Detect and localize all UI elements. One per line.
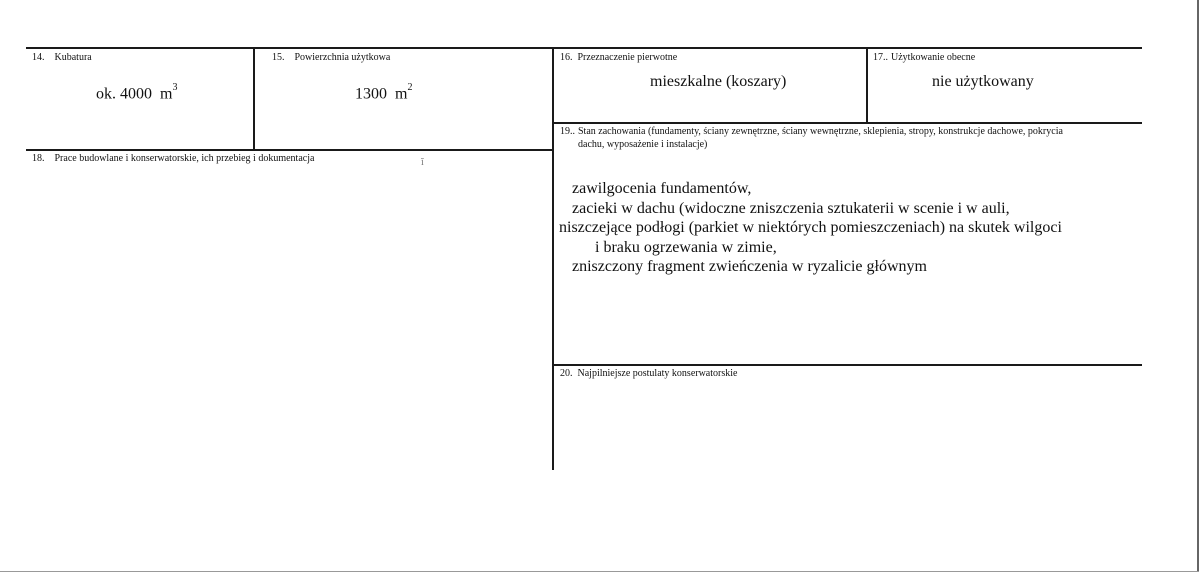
- divider-16-17: [866, 47, 868, 123]
- kubatura-number-value: ok. 4000: [96, 85, 152, 103]
- stan-line: zniszczony fragment zwieńczenia w ryzalicie głównym: [572, 258, 927, 275]
- rule-left-18: [26, 149, 554, 151]
- rule-right-19: [552, 122, 1142, 124]
- main-divider: [552, 47, 554, 470]
- stan-label: [560, 126, 1063, 138]
- powierzchnia-label: [272, 52, 390, 64]
- powierzchnia-unit: m: [395, 85, 408, 103]
- stan-line: niszczejące podłogi (parkiet w niektórych pomieszczeniach) na skutek wilgoci: [559, 219, 1062, 236]
- uzytkowanie-label-text: Użytkowanie obecne: [891, 52, 976, 63]
- rule-right-20: [552, 364, 1142, 366]
- kubatura-label: [32, 52, 92, 64]
- top-rule: [26, 47, 1142, 49]
- stray-mark: ĭ: [421, 157, 424, 168]
- stan-number: 19..: [560, 126, 575, 137]
- powierzchnia-number: 15.: [272, 52, 285, 63]
- prace-label-text: Prace budowlane i konserwatorskie, ich przebieg i dokumentacja: [54, 153, 315, 164]
- kubatura-unit: m: [160, 85, 173, 103]
- kubatura-number: 14.: [32, 52, 45, 63]
- postulaty-label: [560, 368, 737, 380]
- powierzchnia-label-text: Powierzchnia użytkowa: [294, 52, 391, 63]
- kubatura-unit-exponent: 3: [172, 82, 178, 93]
- postulaty-number: 20.: [560, 368, 573, 379]
- powierzchnia-unit-exponent: 2: [407, 82, 413, 93]
- prace-number: 18.: [32, 153, 45, 164]
- przeznaczenie-label: [560, 52, 677, 64]
- uzytkowanie-number: 17..: [873, 52, 888, 63]
- kubatura-value: [96, 80, 177, 104]
- kubatura-label-text: Kubatura: [54, 52, 92, 63]
- przeznaczenie-value: mieszkalne (koszary): [650, 73, 787, 90]
- powierzchnia-number-value: 1300: [355, 85, 387, 103]
- stan-line: i braku ogrzewania w zimie,: [595, 238, 777, 256]
- przeznaczenie-label-text: Przeznaczenie pierwotne: [577, 52, 678, 63]
- postulaty-label-text: Najpilniejsze postulaty konserwatorskie: [577, 368, 738, 379]
- stan-line: zacieki w dachu (widoczne zniszczenia sztukaterii w scenie i w auli,: [572, 199, 1010, 217]
- divider-14-15: [253, 47, 255, 150]
- stan-description: [559, 179, 1062, 277]
- stan-label-continuation: dachu, wyposażenie i instalacje): [578, 139, 708, 150]
- stan-label-line1: Stan zachowania (fundamenty, ściany zewnętrzne, ściany wewnętrzne, sklepienia, stropy, konstrukcje dachowe, pokrycia: [578, 126, 1063, 137]
- uzytkowanie-label: [873, 52, 975, 64]
- przeznaczenie-number: 16.: [560, 52, 573, 63]
- powierzchnia-value: [355, 80, 412, 104]
- uzytkowanie-value: nie użytkowany: [932, 73, 1034, 90]
- prace-label: [32, 153, 314, 165]
- stan-line: zawilgocenia fundamentów,: [572, 180, 752, 197]
